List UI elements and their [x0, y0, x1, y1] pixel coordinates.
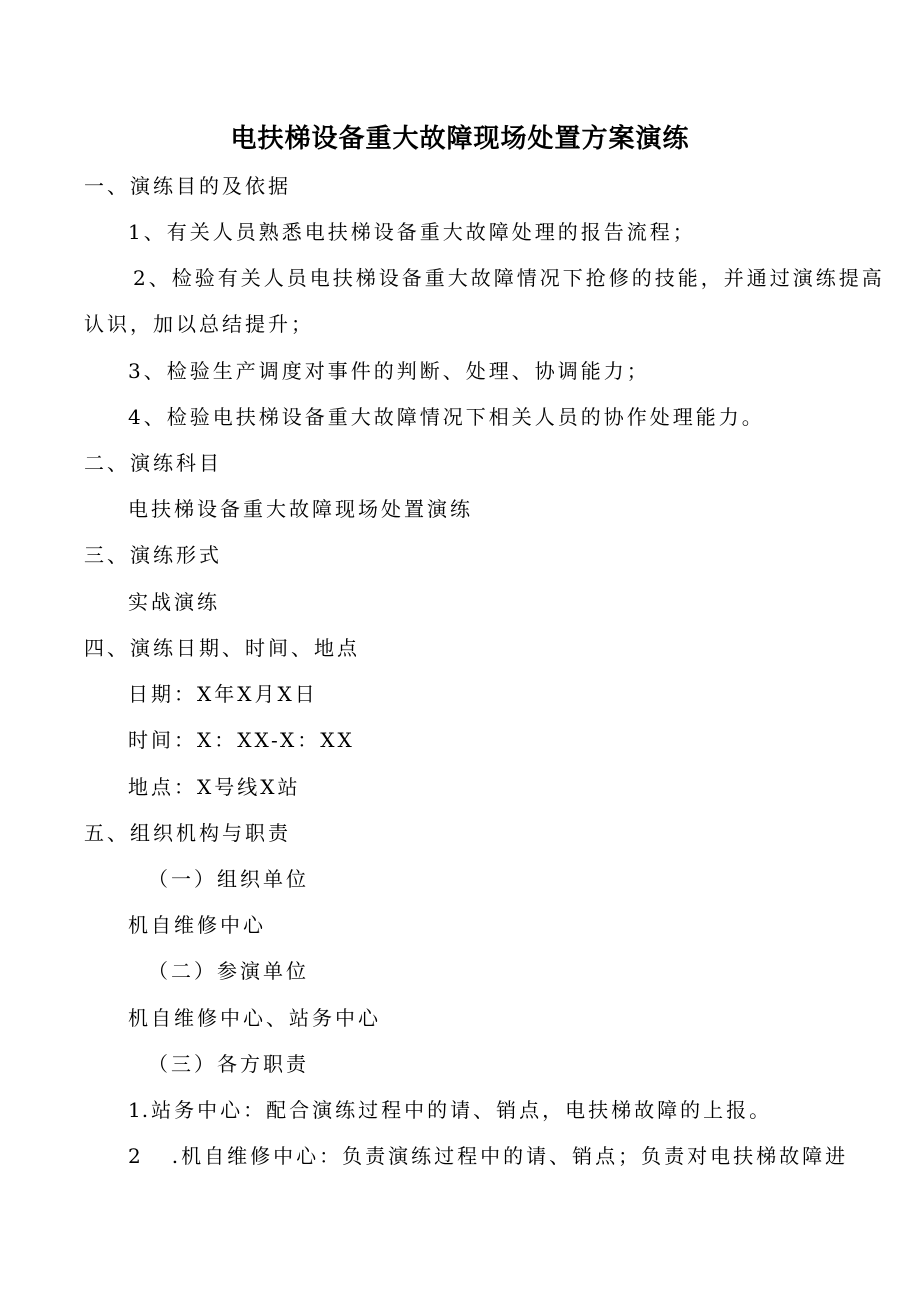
duty-item-2-text: .机自维修中心：负责演练过程中的请、销点；负责对电扶梯故障进 [171, 1144, 849, 1168]
duty-item-1-text: .站务中心：配合演练过程中的请、销点，电扶梯故障的上报。 [141, 1098, 773, 1122]
purpose-item-4: 4、检验电扶梯设备重大故障情况下相关人员的协作处理能力。 [128, 405, 765, 429]
purpose-item-1: 1、有关人员熟悉电扶梯设备重大故障处理的报告流程； [128, 220, 696, 244]
subject-body: 电扶梯设备重大故障现场处置演练 [128, 497, 473, 521]
section-heading-organization: 五、组织机构与职责 [84, 821, 291, 845]
purpose-item-2-line-1: 2、检验有关人员电扶梯设备重大故障情况下抢修的技能，并通过演练提高 [133, 266, 885, 290]
subsection-heading-organizer: （一）组织单位 [148, 867, 309, 891]
duty-item-2-number: 2 [128, 1144, 142, 1168]
section-heading-subject: 二、演练科目 [84, 451, 222, 475]
organizer-body: 机自维修中心 [128, 913, 266, 937]
section-heading-format: 三、演练形式 [84, 543, 222, 567]
subsection-heading-participants: （二）参演单位 [148, 959, 309, 983]
section-heading-schedule: 四、演练日期、时间、地点 [84, 636, 360, 660]
format-body: 实战演练 [128, 590, 220, 614]
duty-item-1 [128, 1096, 772, 1124]
duty-item-2 [128, 1142, 848, 1170]
subsection-heading-duties: （三）各方职责 [148, 1052, 309, 1076]
section-heading-purpose: 一、演练目的及依据 [84, 174, 291, 198]
duty-item-1-number: 1 [128, 1098, 142, 1122]
participants-body: 机自维修中心、站务中心 [128, 1006, 381, 1030]
schedule-place: 地点：X号线X站 [128, 775, 301, 799]
schedule-time: 时间：X：XX-X：XX [128, 728, 355, 752]
schedule-date: 日期：X年X月X日 [128, 682, 318, 706]
purpose-item-2-line-2: 认识，加以总结提升； [84, 312, 314, 336]
document-title: 电扶梯设备重大故障现场处置方案演练 [230, 124, 690, 154]
purpose-item-3: 3、检验生产调度对事件的判断、处理、协调能力； [128, 359, 650, 383]
